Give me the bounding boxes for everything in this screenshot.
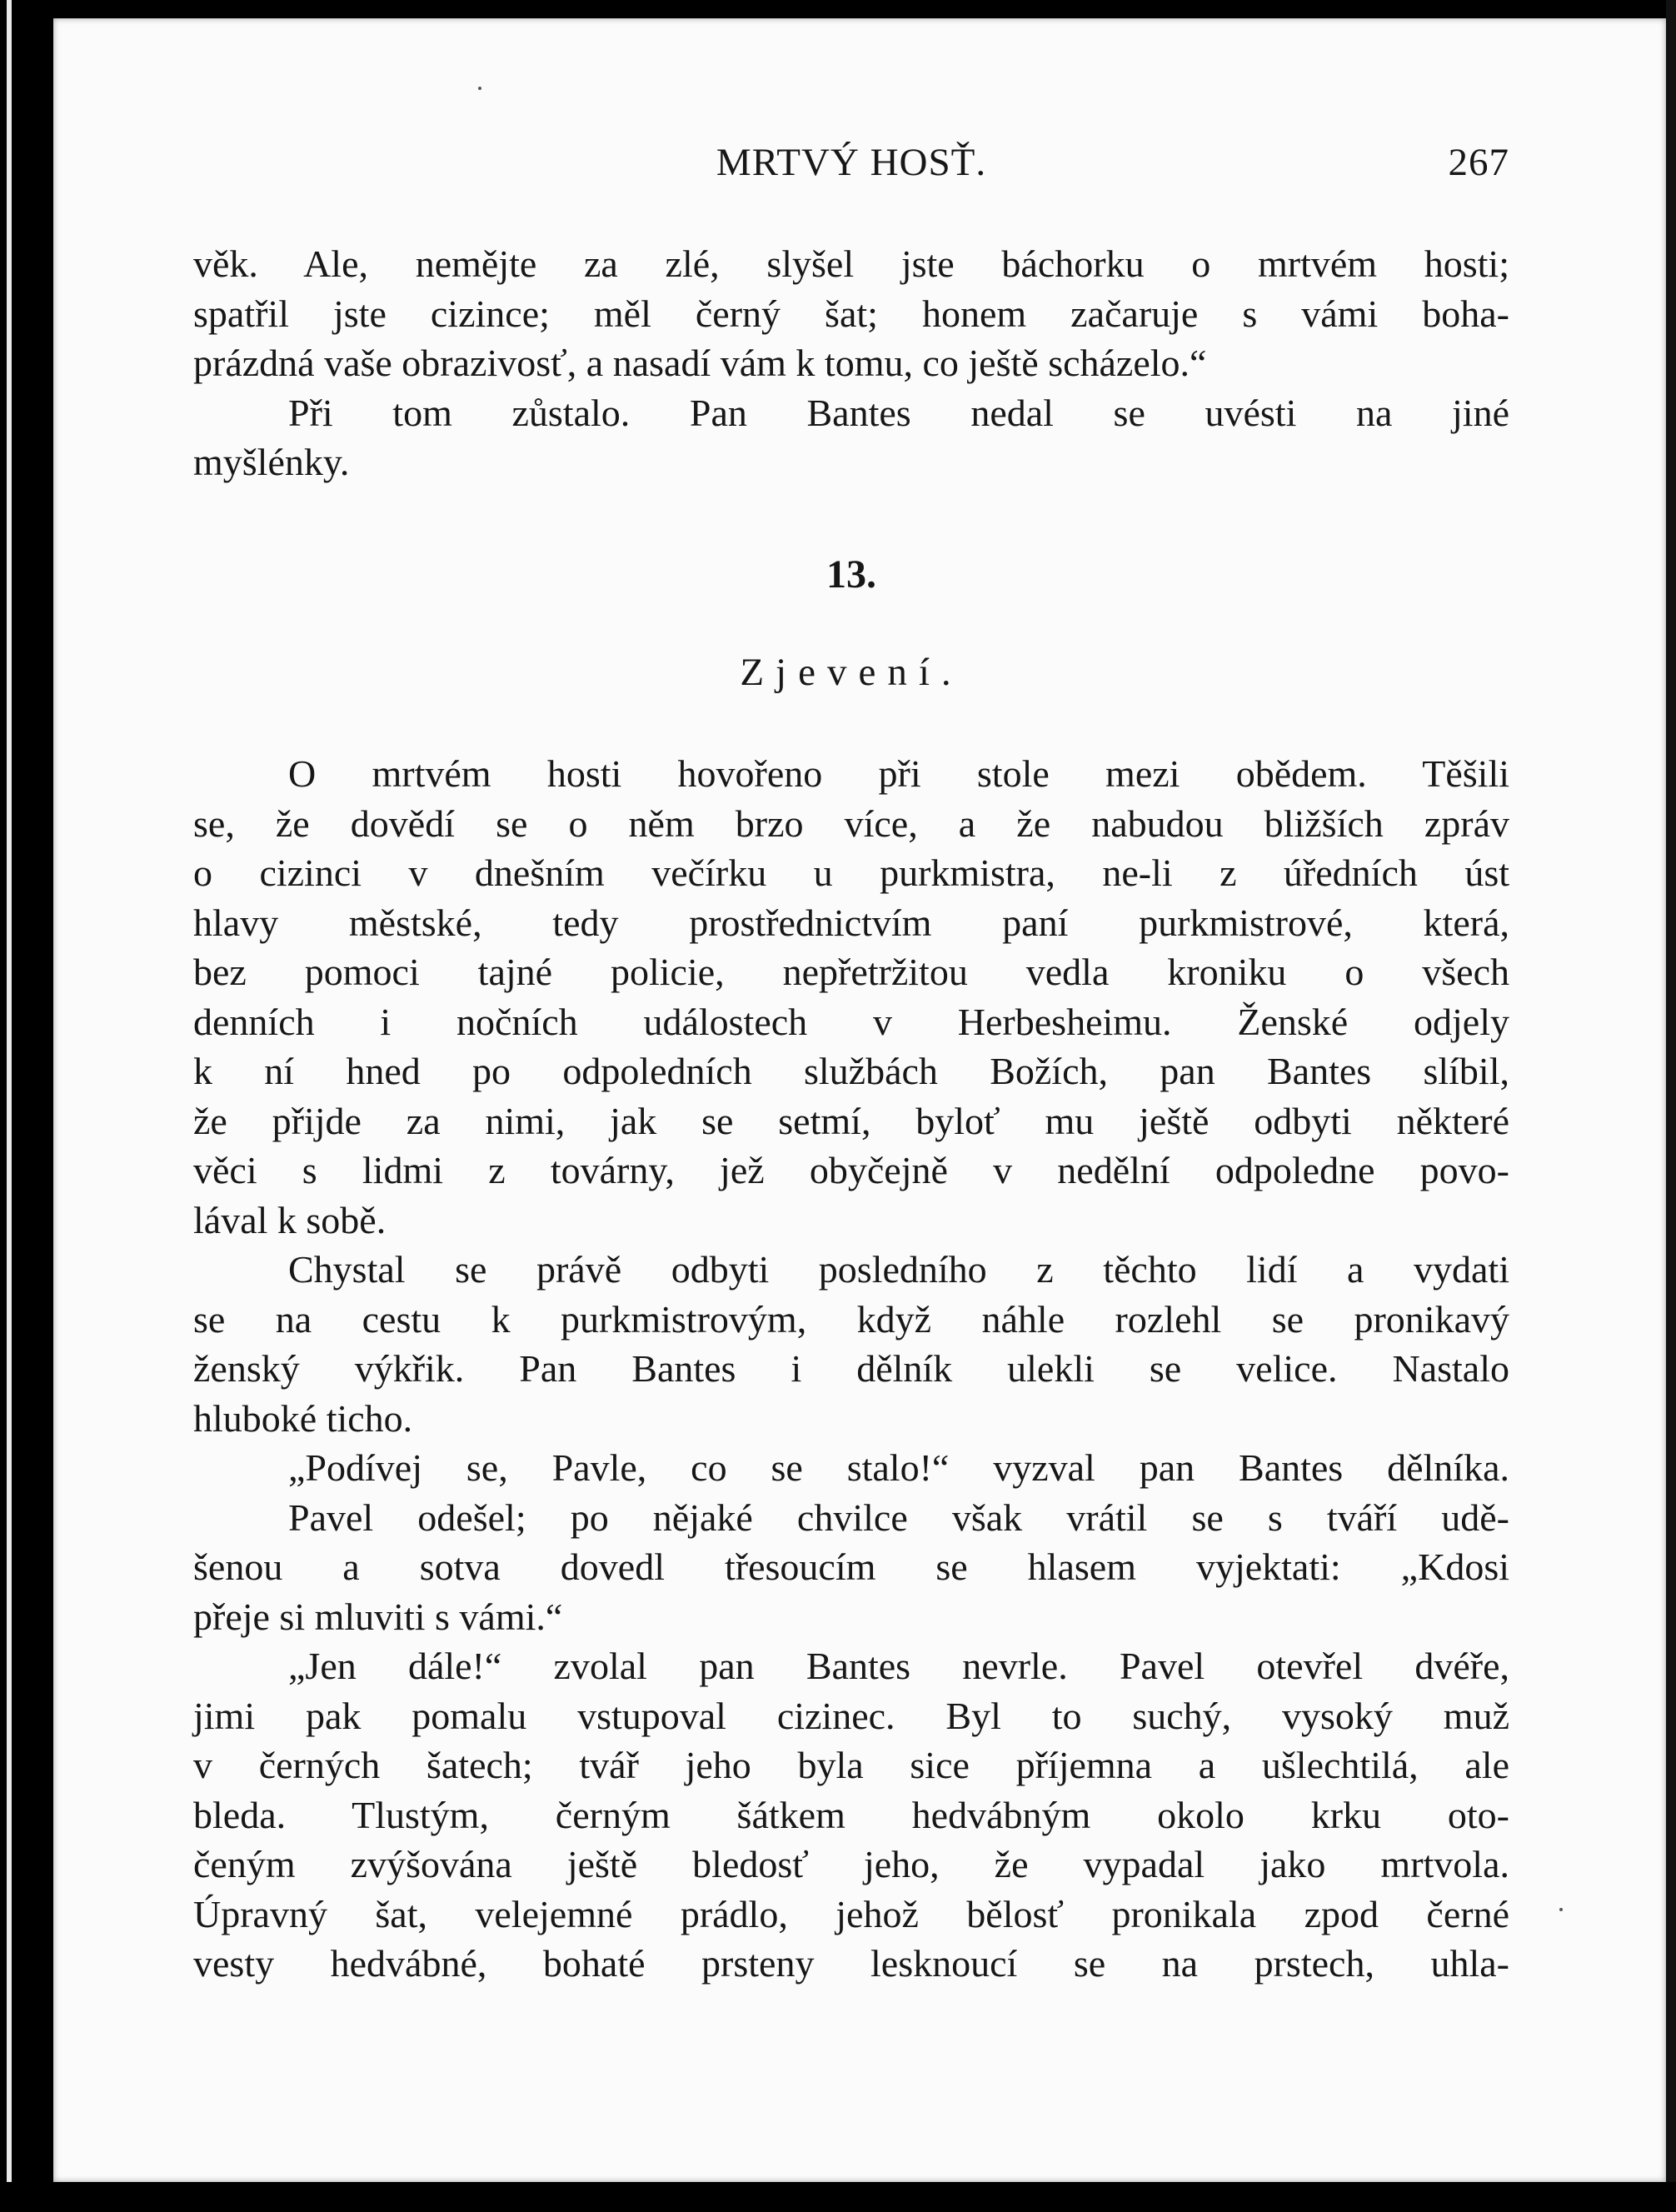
text-line: lával k sobě. <box>193 1198 387 1241</box>
text-line: denních i nočních událostech v Herbesheimu. Ženské odjely <box>193 1000 1509 1043</box>
scan-border-right <box>1666 0 1676 2212</box>
text-line: že přijde za nimi, jak se setmí, byloť mu ještě odbyti některé <box>193 1099 1509 1142</box>
text-line: šenou a sotva dovedl třesoucím se hlasem vyjektati: „Kdosi <box>193 1545 1509 1588</box>
scan-speck <box>1559 1908 1563 1911</box>
text-line: přeje si mluviti s vámi.“ <box>193 1595 563 1638</box>
text-line: se na cestu k purkmistrovým, když náhle rozlehl se pronikavý <box>193 1297 1509 1341</box>
text-line: k ní hned po odpoledních službách Božích, pan Bantes slíbil, <box>193 1050 1509 1092</box>
text-line: „Podívej se, Pavle, co se stalo!“ vyzval pan Bantes dělníka. <box>288 1446 1509 1489</box>
text-line: prázdná vaše obrazivosť, a nasadí vám k tomu, co ještě scházelo.“ <box>193 342 1207 384</box>
scan-border-stripe <box>7 0 12 2212</box>
text-line: čeným zvýšována ještě bledosť jeho, že vypadal jako mrtvola. <box>193 1843 1509 1885</box>
scan-speck <box>478 87 481 90</box>
text-block-chapter <box>193 749 1509 1989</box>
text-line: hlavy městské, tedy prostřednictvím paní purkmistrové, která, <box>193 901 1509 944</box>
book-page <box>53 18 1666 2182</box>
running-header <box>193 140 1509 190</box>
text-line: věci s lidmi z továrny, jež obyčejně v nedělní odpoledne povo- <box>193 1149 1509 1191</box>
text-line: Pavel odešel; po nějaké chvilce však vrátil se s tváří udě- <box>288 1495 1509 1539</box>
text-line: bez pomoci tajné policie, nepřetržitou vedla kroniku o všech <box>193 951 1509 993</box>
text-block-continued <box>193 239 1509 487</box>
text-line: Úpravný šat, velejemné prádlo, jehož bělosť pronikala zpod černé <box>193 1892 1509 1935</box>
text-line: o cizinci v dnešním večírku u purkmistra, ne-li z úředních úst <box>193 851 1509 894</box>
chapter-title: Zjevení. <box>740 651 963 694</box>
text-line: Chystal se právě odbyti posledního z těchto lidí a vydati <box>288 1248 1509 1291</box>
scan-border-bottom <box>0 2182 1676 2212</box>
text-line: O mrtvém hosti hovořeno při stole mezi obědem. Těšili <box>288 752 1509 795</box>
text-line: bleda. Tlustým, černým šátkem hedvábným okolo krku oto- <box>193 1793 1509 1836</box>
text-line: „Jen dále!“ zvolal pan Bantes nevrle. Pavel otevřel dvéře, <box>288 1645 1509 1687</box>
running-title: MRTVÝ HOSŤ. <box>716 141 987 184</box>
page-number: 267 <box>1448 141 1509 184</box>
text-line: myšlénky. <box>193 441 350 483</box>
text-line: věk. Ale, nemějte za zlé, slyšel jste báchorku o mrtvém hosti; <box>193 242 1509 285</box>
text-line: vesty hedvábné, bohaté prsteny lesknoucí se na prstech, uhla- <box>193 1942 1509 1985</box>
text-line: v černých šatech; tvář jeho byla sice příjemna a ušlechtilá, ale <box>193 1744 1509 1786</box>
text-line: hluboké ticho. <box>193 1396 413 1440</box>
scan-border-top <box>50 0 1666 17</box>
text-line: Při tom zůstalo. Pan Bantes nedal se uvésti na jiné <box>288 391 1509 434</box>
chapter-number: 13. <box>826 552 876 597</box>
text-line: spatřil jste cizince; měl černý šat; honem začaruje s vámi boha- <box>193 292 1509 335</box>
text-line: ženský výkřik. Pan Bantes i dělník ulekli se velice. Nastalo <box>193 1347 1509 1390</box>
text-line: se, že dovědí se o něm brzo více, a že nabudou bližších zpráv <box>193 801 1509 845</box>
text-line: jimi pak pomalu vstupoval cizinec. Byl to suchý, vysoký muž <box>193 1694 1509 1737</box>
